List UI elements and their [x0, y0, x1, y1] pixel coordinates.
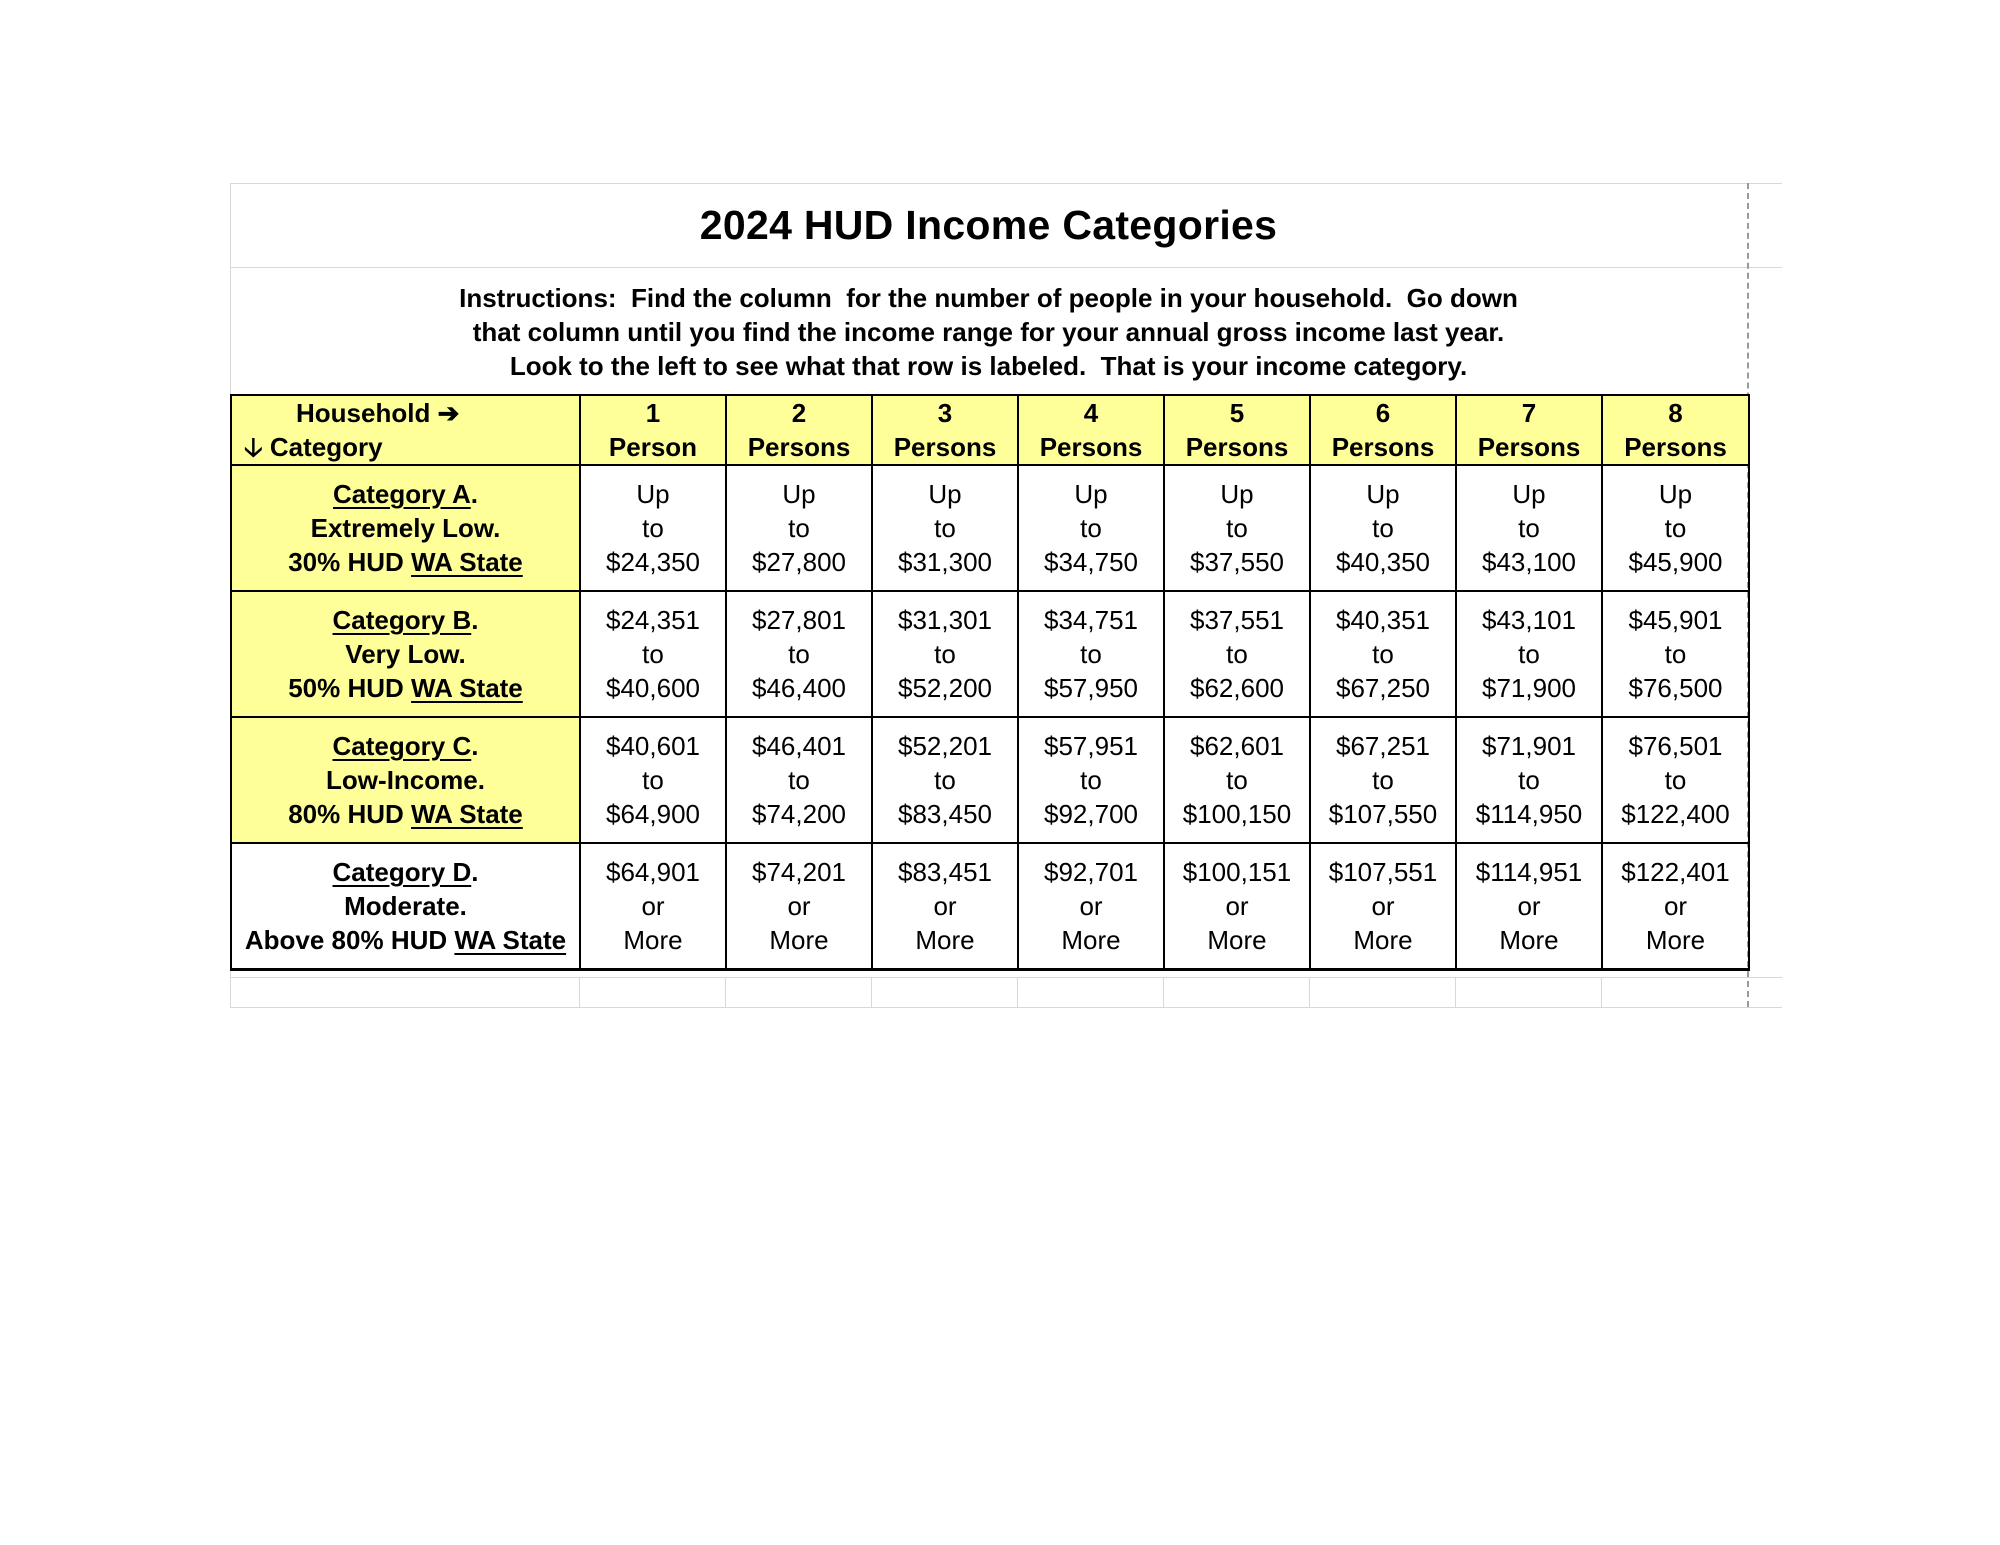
- household-size-header: [1310, 395, 1456, 465]
- income-range-start: $76,501: [1628, 731, 1723, 761]
- income-range-end: More: [1645, 925, 1706, 955]
- income-range-cell: [1310, 465, 1456, 591]
- household-size-header: [1456, 395, 1602, 465]
- hud-percent: Above 80% HUD: [244, 925, 448, 955]
- income-range-connector: to: [1664, 513, 1687, 543]
- category-name: Category B: [332, 605, 472, 635]
- income-range-end: $27,800: [752, 547, 846, 577]
- income-range-cell: [872, 717, 1018, 843]
- income-range-connector: to: [788, 639, 810, 669]
- income-range-connector: to: [1664, 765, 1687, 795]
- income-range-connector: to: [788, 765, 810, 795]
- income-range-cell: [726, 843, 872, 970]
- income-range-connector: to: [788, 513, 810, 543]
- income-range-cell: [1018, 591, 1164, 717]
- hud-state: WA State: [411, 547, 523, 577]
- income-range-start: Up: [782, 479, 816, 509]
- gridline: [579, 977, 580, 1007]
- category-name: Category D: [332, 857, 472, 887]
- income-range-cell: [1602, 591, 1749, 717]
- income-range-start: $31,301: [898, 605, 992, 635]
- gridline: [1455, 977, 1456, 1007]
- household-size-header: [1018, 395, 1164, 465]
- category-row: [231, 717, 1749, 843]
- income-range-connector: or: [933, 891, 957, 921]
- household-size-number: 6: [1375, 398, 1391, 428]
- income-range-end: More: [1061, 925, 1121, 955]
- household-label-line: [232, 396, 579, 430]
- household-size-label: Person: [608, 432, 698, 462]
- income-range-start: $107,551: [1328, 857, 1438, 887]
- income-range-cell: [1164, 465, 1310, 591]
- income-range-end: $74,200: [752, 799, 846, 829]
- household-size-header: [1164, 395, 1310, 465]
- income-range-start: $92,701: [1044, 857, 1138, 887]
- hud-percent: 30% HUD: [288, 547, 404, 577]
- income-range-connector: or: [1079, 891, 1103, 921]
- income-range-connector: to: [1518, 513, 1540, 543]
- income-range-start: Up: [1366, 479, 1400, 509]
- income-range-cell: [1018, 717, 1164, 843]
- household-size-label: Persons: [747, 432, 851, 462]
- income-range-cell: [872, 843, 1018, 970]
- income-range-connector: to: [1226, 639, 1248, 669]
- income-range-start: $37,551: [1190, 605, 1284, 635]
- income-range-cell: [580, 591, 726, 717]
- header-row: [231, 395, 1749, 465]
- income-range-end: $122,400: [1621, 799, 1730, 829]
- household-size-label: Persons: [1039, 432, 1143, 462]
- category-label-line: [232, 430, 579, 464]
- income-range-end: $31,300: [898, 547, 992, 577]
- category-label-cell: Category D. Moderate. Above 80% HUD WA State: [231, 843, 580, 970]
- income-range-end: $92,700: [1044, 799, 1138, 829]
- income-range-start: Up: [636, 479, 670, 509]
- income-range-start: $122,401: [1621, 857, 1730, 887]
- income-range-start: Up: [928, 479, 962, 509]
- income-range-end: $114,950: [1475, 799, 1583, 829]
- hud-percent: 80% HUD: [288, 799, 404, 829]
- corner-header: [231, 395, 580, 465]
- income-range-cell: [1602, 843, 1749, 970]
- income-range-cell: [580, 843, 726, 970]
- household-size-label: Persons: [1185, 432, 1289, 462]
- income-range-cell: [726, 591, 872, 717]
- income-range-cell: [1310, 591, 1456, 717]
- income-range-connector: or: [1663, 891, 1688, 921]
- income-range-start: $52,201: [898, 731, 992, 761]
- income-range-cell: [1456, 843, 1602, 970]
- household-size-label: Persons: [1477, 432, 1581, 462]
- income-range-start: $83,451: [898, 857, 992, 887]
- income-range-connector: to: [1080, 765, 1102, 795]
- income-range-end: $24,350: [606, 547, 700, 577]
- income-range-cell: [1310, 717, 1456, 843]
- income-range-connector: or: [1225, 891, 1249, 921]
- income-range-end: $76,500: [1628, 673, 1723, 703]
- income-range-start: Up: [1512, 479, 1546, 509]
- category-label-cell: Category B. Very Low. 50% HUD WA State: [231, 591, 580, 717]
- income-range-end: $34,750: [1044, 547, 1138, 577]
- income-range-start: $40,351: [1336, 605, 1430, 635]
- page-title: 2024 HUD Income Categories: [699, 201, 1278, 248]
- income-table: [230, 394, 1750, 971]
- income-range-connector: to: [1372, 765, 1394, 795]
- income-range-cell: [1164, 717, 1310, 843]
- category-label-cell: Category C. Low-Income. 80% HUD WA State: [231, 717, 580, 843]
- income-range-start: $67,251: [1336, 731, 1430, 761]
- income-range-end: $107,550: [1328, 799, 1438, 829]
- category-description: Extremely Low.: [310, 513, 501, 543]
- income-range-end: $52,200: [898, 673, 992, 703]
- income-range-connector: or: [1517, 891, 1541, 921]
- income-range-start: $45,901: [1628, 605, 1723, 635]
- hud-state: WA State: [454, 925, 567, 955]
- household-size-number: 2: [791, 398, 807, 428]
- hud-state: WA State: [411, 799, 523, 829]
- income-range-cell: [580, 465, 726, 591]
- household-size-number: 1: [645, 398, 661, 428]
- income-range-connector: to: [934, 765, 956, 795]
- income-range-start: $71,901: [1482, 731, 1576, 761]
- category-row: [231, 465, 1749, 591]
- category-row: [231, 843, 1749, 970]
- income-range-connector: to: [1372, 513, 1394, 543]
- gridline: [230, 1007, 1782, 1008]
- household-size-number: 7: [1521, 398, 1537, 428]
- income-range-end: More: [1207, 925, 1267, 955]
- income-range-cell: [1602, 717, 1749, 843]
- income-range-cell: [1456, 717, 1602, 843]
- income-range-connector: to: [1226, 765, 1248, 795]
- household-size-number: 8: [1668, 398, 1683, 428]
- income-range-connector: to: [1080, 513, 1102, 543]
- income-range-start: $57,951: [1044, 731, 1138, 761]
- income-range-connector: to: [934, 513, 956, 543]
- income-range-cell: [872, 465, 1018, 591]
- income-range-end: More: [769, 925, 829, 955]
- category-description: Moderate.: [344, 891, 467, 921]
- income-range-cell: [1164, 591, 1310, 717]
- income-range-connector: or: [641, 891, 665, 921]
- category-label-cell: Category A. Extremely Low. 30% HUD WA State: [231, 465, 580, 591]
- income-range-cell: [1164, 843, 1310, 970]
- income-range-start: $74,201: [752, 857, 846, 887]
- income-range-start: $64,901: [606, 857, 700, 887]
- income-range-connector: to: [1372, 639, 1394, 669]
- instructions-line: Look to the left to see what that row is labeled. That is your income category.: [509, 351, 1468, 381]
- household-size-label: Persons: [1331, 432, 1435, 462]
- income-range-cell: [1310, 843, 1456, 970]
- income-range-end: $43,100: [1482, 547, 1576, 577]
- category-row: [231, 591, 1749, 717]
- income-range-start: Up: [1658, 479, 1693, 509]
- income-range-connector: to: [1518, 765, 1540, 795]
- household-size-number: 3: [937, 398, 953, 428]
- income-range-start: $43,101: [1482, 605, 1576, 635]
- income-range-end: $57,950: [1044, 673, 1138, 703]
- gridline: [871, 977, 872, 1007]
- category-name: Category C: [332, 731, 472, 761]
- income-range-end: $40,600: [606, 673, 700, 703]
- income-range-start: $46,401: [752, 731, 846, 761]
- income-range-cell: [726, 465, 872, 591]
- income-range-start: $40,601: [606, 731, 700, 761]
- instructions-line: that column until you find the income range for your annual gross income last year.: [472, 317, 1505, 347]
- income-range-end: $67,250: [1336, 673, 1430, 703]
- income-range-end: More: [1499, 925, 1559, 955]
- gridline: [1163, 977, 1164, 1007]
- income-range-connector: to: [1226, 513, 1248, 543]
- income-range-end: $71,900: [1482, 673, 1576, 703]
- income-range-start: $62,601: [1190, 731, 1284, 761]
- gridline: [725, 977, 726, 1007]
- household-size-number: 5: [1229, 398, 1245, 428]
- income-range-cell: [1602, 465, 1749, 591]
- income-range-end: More: [623, 925, 683, 955]
- income-range-connector: to: [642, 639, 664, 669]
- income-range-start: $114,951: [1475, 857, 1583, 887]
- household-size-number: 4: [1083, 398, 1099, 428]
- income-range-end: $45,900: [1628, 547, 1723, 577]
- income-range-end: $62,600: [1190, 673, 1284, 703]
- gridline: [1017, 977, 1018, 1007]
- income-range-cell: [580, 717, 726, 843]
- household-label: Household: [296, 398, 431, 428]
- income-range-cell: [726, 717, 872, 843]
- income-range-start: Up: [1074, 479, 1108, 509]
- category-name: Category A: [333, 479, 471, 509]
- income-range-connector: to: [642, 513, 664, 543]
- right-arrow-icon: ➔: [437, 398, 460, 428]
- income-range-connector: to: [642, 765, 664, 795]
- income-range-connector: to: [934, 639, 956, 669]
- household-size-header: [580, 395, 726, 465]
- income-range-connector: or: [787, 891, 811, 921]
- household-size-header: [872, 395, 1018, 465]
- hud-percent: 50% HUD: [288, 673, 404, 703]
- household-size-header: [726, 395, 872, 465]
- income-range-end: $64,900: [606, 799, 700, 829]
- category-description: Low-Income.: [326, 765, 485, 795]
- income-range-end: $100,150: [1182, 799, 1292, 829]
- income-range-connector: to: [1518, 639, 1540, 669]
- income-range-end: More: [1353, 925, 1413, 955]
- spreadsheet-page: [230, 183, 1782, 1007]
- income-range-cell: [1018, 843, 1164, 970]
- household-size-header: [1602, 395, 1749, 465]
- income-range-start: Up: [1220, 479, 1254, 509]
- household-size-label: Persons: [893, 432, 997, 462]
- income-range-start: $27,801: [752, 605, 846, 635]
- income-range-start: $100,151: [1182, 857, 1292, 887]
- instructions-line: Instructions: Find the column for the number of people in your household. Go down: [459, 283, 1518, 313]
- income-range-connector: or: [1371, 891, 1395, 921]
- income-range-cell: [1456, 465, 1602, 591]
- income-range-cell: [872, 591, 1018, 717]
- household-size-label: Persons: [1624, 432, 1727, 462]
- income-range-end: $37,550: [1190, 547, 1284, 577]
- gridline: [230, 977, 1782, 978]
- income-range-connector: to: [1664, 639, 1687, 669]
- income-range-cell: [1456, 591, 1602, 717]
- income-range-start: $34,751: [1044, 605, 1138, 635]
- income-range-end: $46,400: [752, 673, 846, 703]
- income-range-end: $40,350: [1336, 547, 1430, 577]
- category-description: Very Low.: [345, 639, 466, 669]
- income-range-start: $24,351: [606, 605, 700, 635]
- income-range-end: More: [915, 925, 975, 955]
- gridline: [1601, 977, 1602, 1007]
- income-range-connector: to: [1080, 639, 1102, 669]
- down-arrow-icon: 🡣: [244, 432, 263, 462]
- hud-state: WA State: [411, 673, 523, 703]
- category-label: Category: [269, 432, 383, 462]
- income-range-end: $83,450: [898, 799, 992, 829]
- gridline: [1309, 977, 1310, 1007]
- income-range-cell: [1018, 465, 1164, 591]
